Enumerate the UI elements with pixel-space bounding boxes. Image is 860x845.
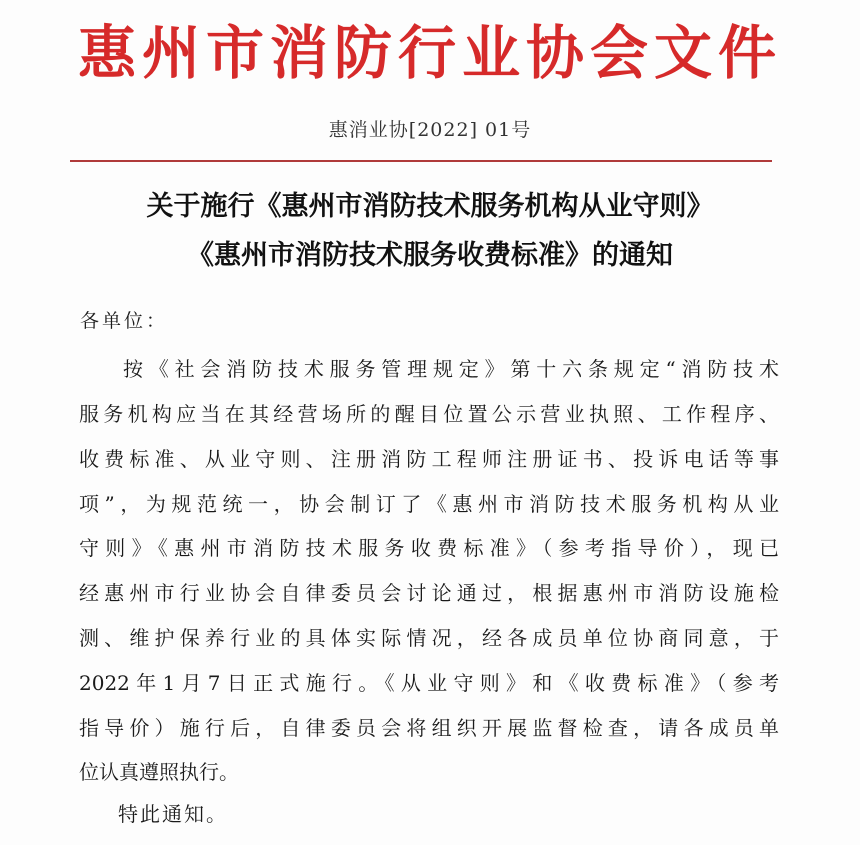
document-number: 惠消业协[2022] 01号 xyxy=(328,119,532,141)
body-line-6: 经惠州市行业协会自律委员会讨论通过，根据惠州市消防设施检 xyxy=(79,581,779,605)
body-line-4: 项”，为规范统一，协会制订了《惠州市消防技术服务机构从业 xyxy=(79,492,779,516)
document-title-line-2: 《惠州市消防技术服务收费标准》的通知 xyxy=(187,240,673,271)
body-line-10: 位认真遵照执行。 xyxy=(79,760,239,784)
organization-header: 惠州市消防行业协会文件 xyxy=(77,19,782,87)
body-line-8: 2022年1月7日正式施行。《从业守则》和《收费标准》（参考 xyxy=(79,671,779,695)
body-line-7: 测、维护保养行业的具体实际情况，经各成员单位协商同意，于 xyxy=(79,626,779,650)
header-divider xyxy=(70,160,772,162)
body-line-2: 服务机构应当在其经营场所的醒目位置公示营业执照、工作程序、 xyxy=(79,402,779,426)
body-line-1: 按《社会消防技术服务管理规定》第十六条规定“消防技术 xyxy=(123,357,779,381)
closing-line: 特此通知。 xyxy=(118,802,228,826)
body-line-3: 收费标准、从业守则、注册消防工程师注册证书、投诉电话等事 xyxy=(79,447,779,471)
body-line-5: 守则》《惠州市消防技术服务收费标准》（参考指导价），现已 xyxy=(79,536,779,560)
body-line-9: 指导价）施行后，自律委员会将组织开展监督检查，请各成员单 xyxy=(79,716,779,740)
salutation: 各单位： xyxy=(80,310,169,332)
document-title-line-1: 关于施行《惠州市消防技术服务机构从业守则》 xyxy=(146,191,714,222)
